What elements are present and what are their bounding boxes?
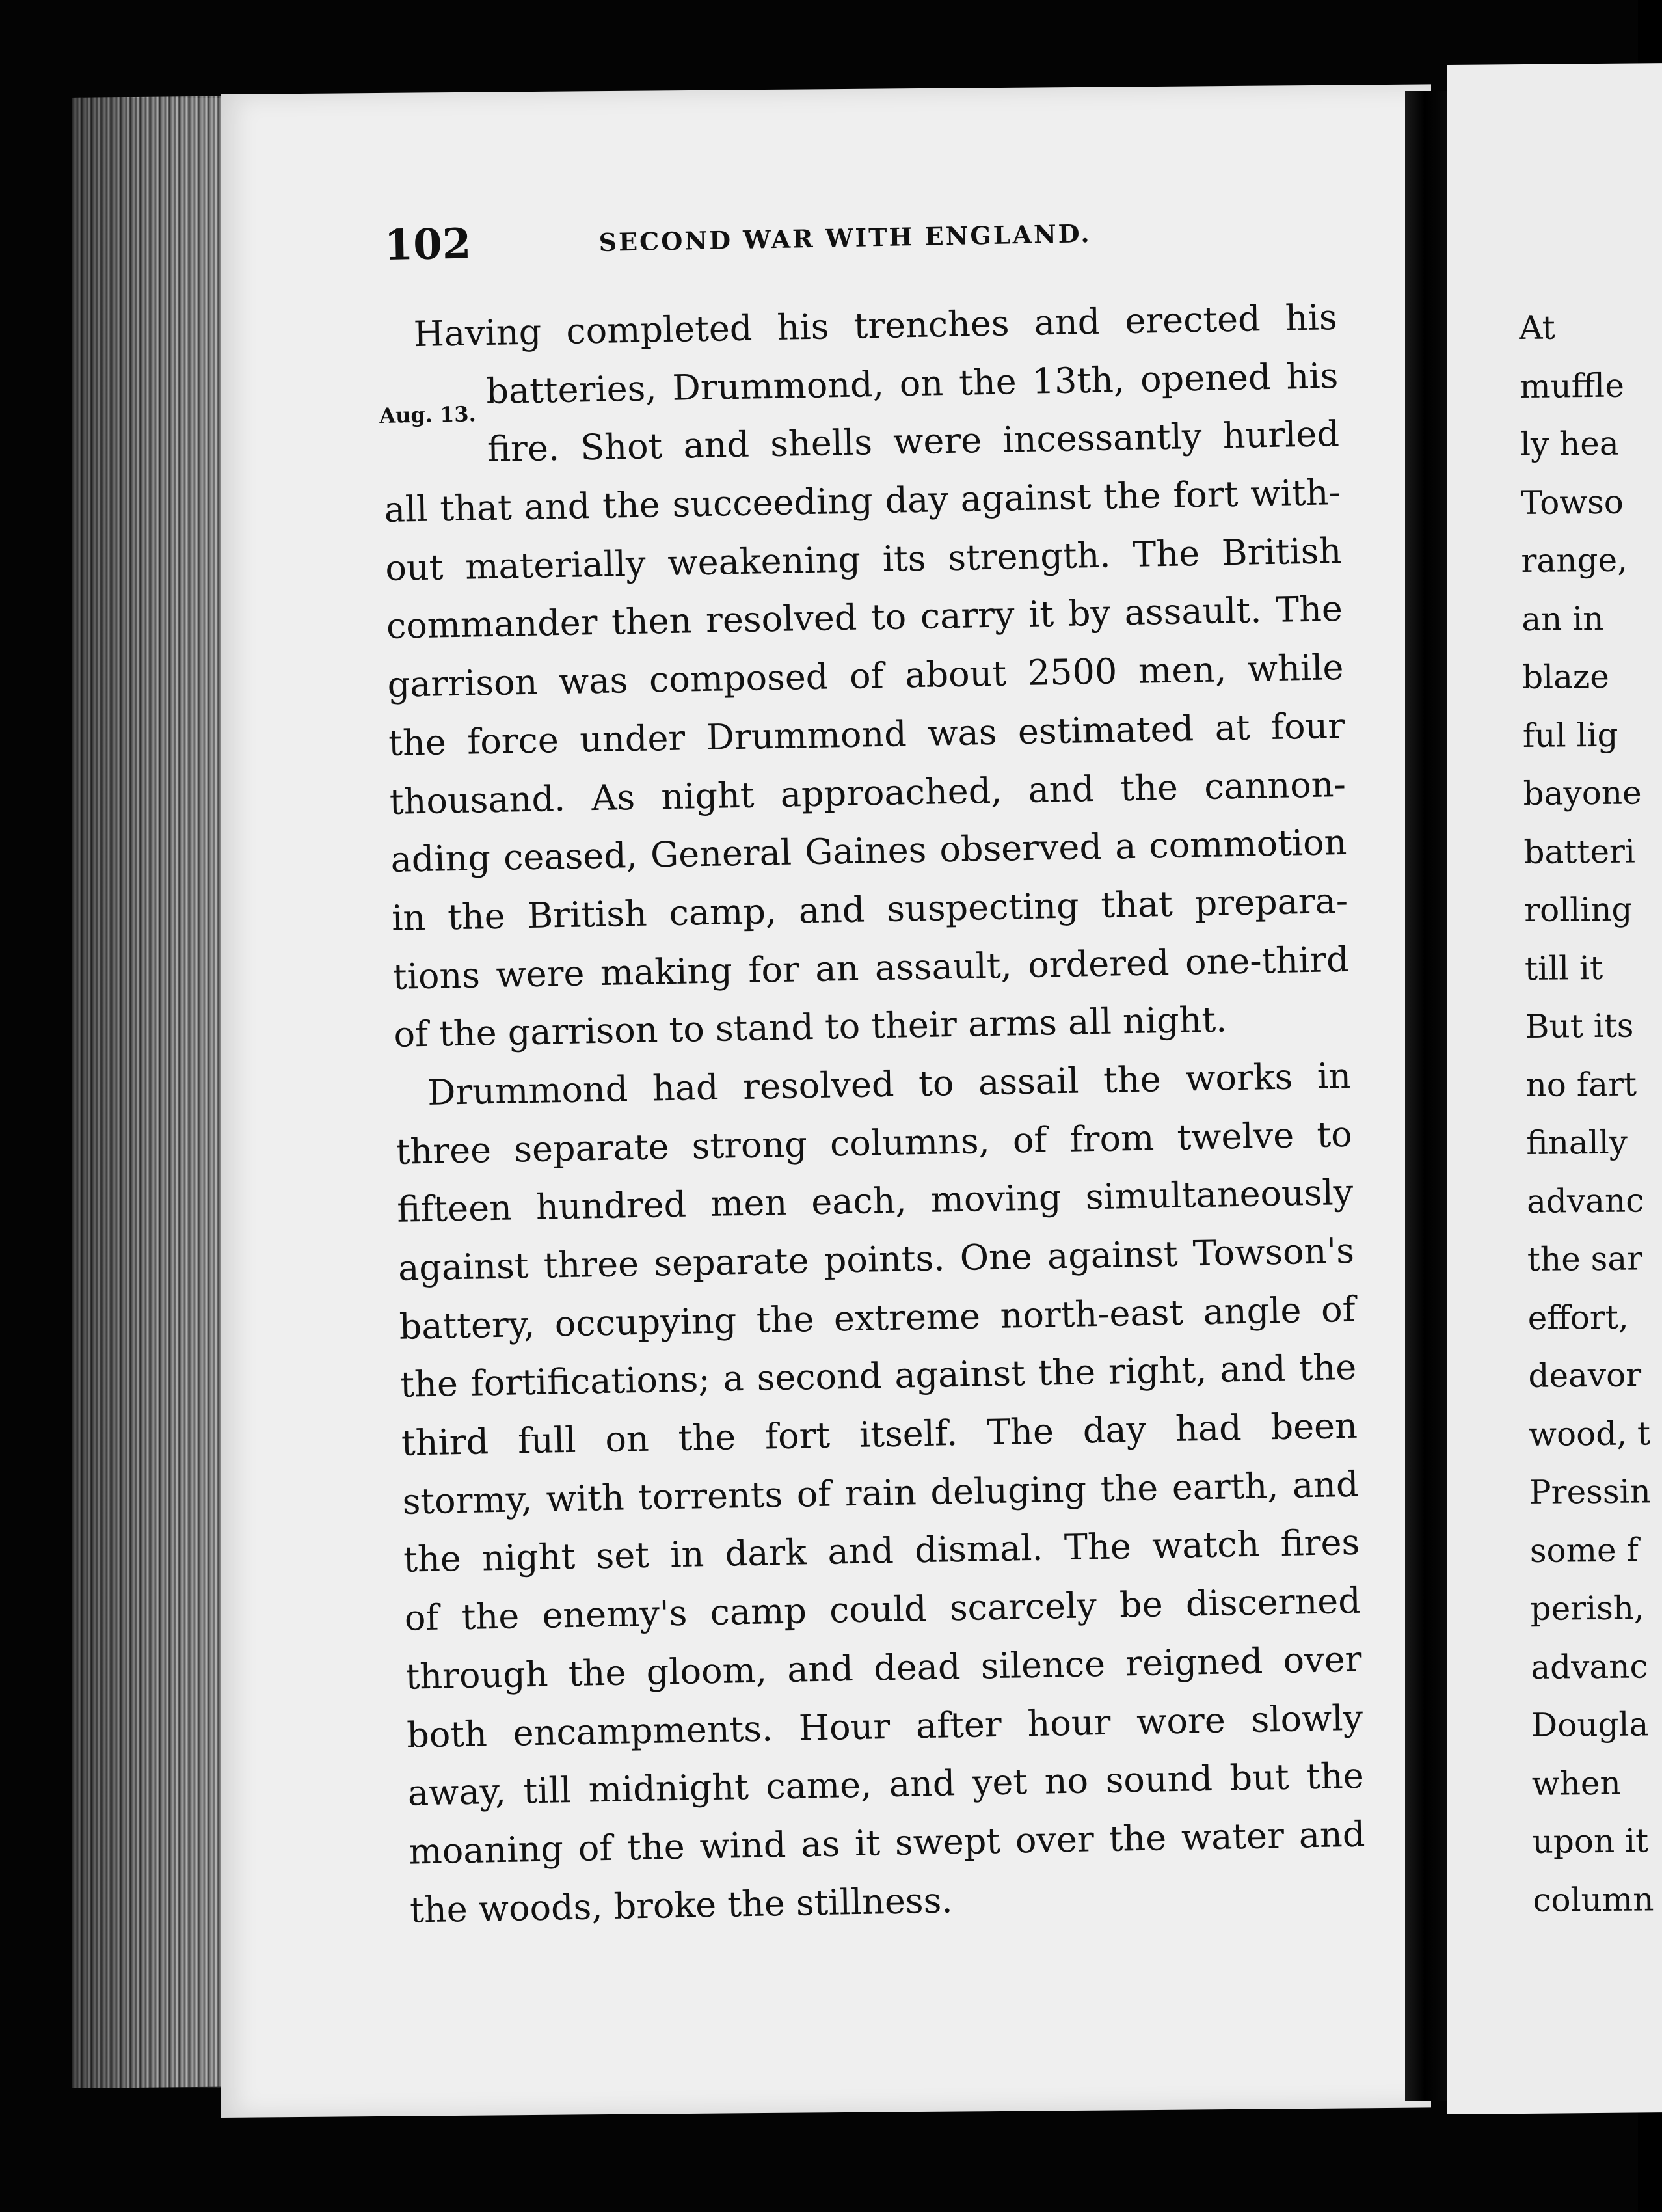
text-line: fire. Shot and shells were incessantly hurled <box>487 413 1340 470</box>
right-text-line: At <box>1519 308 1555 347</box>
right-text-line: ful lig <box>1522 716 1618 755</box>
text-line: both encampments. Hour after hour wore slowly <box>406 1697 1363 1756</box>
right-text-line: But its <box>1525 1006 1634 1045</box>
right-text-line: upon it <box>1532 1822 1649 1861</box>
right-text-line: Dougla <box>1531 1705 1649 1744</box>
right-text-line: Pressin <box>1529 1472 1651 1511</box>
right-text-line: muffle <box>1519 366 1625 405</box>
text-line: out materially weakening its strength. The British <box>384 530 1342 589</box>
right-text-line: advanc <box>1526 1181 1644 1221</box>
text-line: garrison was composed of about 2500 men, while <box>387 647 1345 706</box>
text-line: three separate strong columns, of from twelve to <box>395 1113 1353 1172</box>
text-line: the night set in dark and dismal. The watch fires <box>403 1522 1360 1581</box>
text-line: against three separate points. One against Towson's <box>397 1230 1355 1289</box>
text-line: fifteen hundred men each, moving simultaneously <box>396 1172 1354 1231</box>
text-line: in the British camp, and suspecting that prepara- <box>391 880 1348 939</box>
text-line: batteries, Drummond, on the 13th, opened his <box>485 355 1339 412</box>
right-text-line: advanc <box>1531 1647 1648 1686</box>
text-line: thousand. As night approached, and the cannon- <box>389 763 1347 822</box>
text-line: stormy, with torrents of rain deluging the earth, and <box>402 1463 1360 1522</box>
text-line: the fortifications; a second against the right, and the <box>399 1347 1357 1406</box>
right-text-line: an in <box>1521 599 1604 638</box>
page-edges-shadow <box>72 98 234 2088</box>
right-text-line: no fart <box>1525 1064 1637 1104</box>
text-line: commander then resolved to carry it by assault. The <box>386 588 1343 647</box>
right-text-line: Towso <box>1520 483 1624 522</box>
right-text-line: bayone <box>1523 774 1642 813</box>
text-line: all that and the succeeding day against the fort with- <box>384 472 1341 531</box>
right-text-line: finally <box>1526 1123 1628 1162</box>
right-page-text <box>1519 298 1655 1930</box>
text-line: tions were making for an assault, ordered one-third <box>392 938 1350 997</box>
text-line: the force under Drummond was estimated at four <box>388 705 1345 764</box>
text-line: the woods, broke the stillness. <box>409 1879 953 1931</box>
text-line: battery, occupying the extreme north-east angle of <box>399 1288 1356 1347</box>
text-line: of the enemy's camp could scarcely be discerned <box>404 1580 1361 1639</box>
text-line: moaning of the wind as it swept over the water and <box>408 1813 1365 1872</box>
right-text-line: blaze <box>1521 657 1610 696</box>
right-text-line: when <box>1531 1764 1621 1803</box>
text-line: through the gloom, and dead silence reigned over <box>405 1638 1362 1697</box>
right-text-line: some f <box>1529 1530 1639 1570</box>
text-line: away, till midnight came, and yet no sound but the <box>407 1755 1365 1814</box>
right-text-line: rolling <box>1523 890 1633 929</box>
right-text-line: till it <box>1524 949 1603 988</box>
right-text-line: column <box>1533 1880 1654 1919</box>
right-text-line: deavor <box>1528 1356 1642 1395</box>
book-gutter <box>1405 91 1454 2101</box>
text-line: third full on the fort itself. The day had been <box>401 1405 1358 1464</box>
right-text-line: effort, <box>1527 1298 1629 1337</box>
text-line: Drummond had resolved to assail the works in <box>427 1055 1352 1113</box>
text-line: ading ceased, General Gaines observed a commotion <box>390 822 1347 881</box>
marginal-date-note: Aug. 13. <box>379 401 477 428</box>
right-text-line: the sar <box>1527 1239 1643 1278</box>
text-line: Having completed his trenches and erected his <box>413 297 1338 355</box>
text-line: of the garrison to stand to their arms all night. <box>393 999 1227 1056</box>
right-text-line: batteri <box>1523 831 1636 871</box>
right-text-line: ly hea <box>1520 424 1619 463</box>
body-text <box>381 288 1367 1939</box>
page-number: 102 <box>384 219 472 270</box>
right-text-line: wood, t <box>1528 1414 1651 1453</box>
right-text-line: perish, <box>1530 1589 1645 1628</box>
right-text-line: range, <box>1521 541 1628 580</box>
running-title: SECOND WAR WITH ENGLAND. <box>598 219 1092 257</box>
